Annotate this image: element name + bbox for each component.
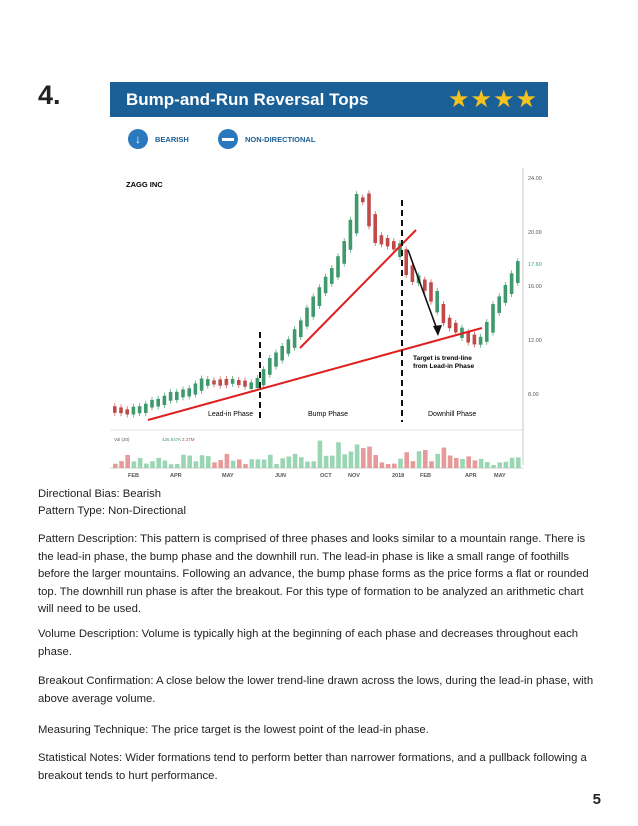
month-label: FEB xyxy=(128,473,139,479)
month-label: MAY xyxy=(494,473,506,479)
candle-body xyxy=(342,241,346,264)
candle-body xyxy=(318,287,322,306)
pattern-description: Pattern Description: This pattern is comprised of three phases and looks similar to a mountain range. There is the lead-in phase, the bump phase and the downhill run. The lead-in phase is like a small range of foothills before the larger mountains. Following an advance, the bump phase forms as the price forms a flat or rounded top. The downhill run phase is after the breakout. For this type of formation to be analyzed an arithmetic chart will need to be used. xyxy=(38,533,589,615)
candle-body xyxy=(181,389,185,397)
volume-bar xyxy=(311,461,316,468)
candle-body xyxy=(336,256,340,277)
candle-body xyxy=(169,392,173,401)
candle-body xyxy=(138,406,142,413)
bias-label: BEARISH xyxy=(155,134,189,144)
volume-bar xyxy=(274,464,279,468)
candle-body xyxy=(206,379,210,386)
volume-value: 426.647K xyxy=(162,437,182,442)
month-label: NOV xyxy=(348,473,360,479)
price-tick: 20.00 xyxy=(528,230,542,236)
candle-body xyxy=(125,409,129,414)
volume-bar xyxy=(280,458,285,468)
candle-body xyxy=(249,382,253,389)
candle-body xyxy=(113,406,117,412)
ticker-label: ZAGG INC xyxy=(126,180,163,189)
candle-body xyxy=(392,241,396,249)
candle-body xyxy=(386,238,390,246)
volume-bar xyxy=(187,456,192,468)
candle-body xyxy=(367,193,371,226)
volume-bar xyxy=(305,462,310,468)
candle-body xyxy=(448,318,452,328)
month-label: MAY xyxy=(222,473,234,479)
volume-bar xyxy=(423,450,428,468)
volume-bar xyxy=(138,458,143,468)
measuring-technique: Measuring Technique: The price target is the lowest point of the lead-in phase. xyxy=(38,724,429,736)
candle-body xyxy=(237,380,241,385)
volume-bar xyxy=(330,456,335,468)
month-label: APR xyxy=(170,473,182,479)
volume-bar xyxy=(218,460,223,468)
candle-body xyxy=(497,296,501,313)
breakout-confirmation: Breakout Confirmation: A close below the lower trend-line drawn across the lows, during the lead-in phase, with above average volume. xyxy=(38,675,594,705)
volume-bar xyxy=(336,442,341,468)
volume-description: Volume Description: Volume is typically high at the beginning of each phase and decreases throughout each phase. xyxy=(38,628,579,658)
candle-body xyxy=(175,392,179,400)
rating-stars: ★★★★ xyxy=(447,86,538,113)
candle-body xyxy=(163,396,167,405)
volume-bar xyxy=(380,462,385,468)
candle-body xyxy=(287,339,291,353)
candle-body xyxy=(212,380,216,384)
candle-body xyxy=(299,320,303,337)
volume-bar xyxy=(417,451,422,468)
candle-body xyxy=(200,378,204,390)
volume-bar xyxy=(349,452,354,468)
volume-bar xyxy=(411,461,416,468)
volume-bar xyxy=(175,464,180,468)
volume-bar xyxy=(262,460,267,468)
candle-body xyxy=(429,282,433,301)
volume-bar xyxy=(429,461,434,468)
statistical-notes: Statistical Notes: Wider formations tend to perform better than narrower formations, and a pullback following a breakout tends to hurt performance. xyxy=(38,752,587,782)
volume-value: 3.37M xyxy=(182,437,195,442)
month-label: 2018 xyxy=(392,473,405,479)
candle-body xyxy=(361,197,365,202)
volume-bar xyxy=(442,448,447,468)
pattern-title: Bump-and-Run Reversal Tops xyxy=(126,90,369,109)
candle-body xyxy=(280,346,284,360)
volume-bar xyxy=(516,457,521,468)
candle-body xyxy=(231,379,235,384)
price-chart xyxy=(110,160,548,480)
volume-bar xyxy=(256,459,261,468)
candle-body xyxy=(349,220,353,250)
volume-bar xyxy=(367,447,372,468)
month-label: JUN xyxy=(275,473,287,479)
candle-body xyxy=(194,383,198,394)
volume-bar xyxy=(249,459,254,468)
candle-body xyxy=(504,285,508,303)
candle-body xyxy=(293,329,297,348)
month-label: FEB xyxy=(420,473,431,479)
neutral-bar-icon xyxy=(218,129,238,149)
candle-body xyxy=(150,400,154,408)
volume-bar xyxy=(163,461,168,468)
volume-bar xyxy=(132,461,137,468)
candle-body xyxy=(243,381,247,387)
volume-bar xyxy=(113,464,118,468)
price-tick: 24.00 xyxy=(528,176,542,182)
volume-bar xyxy=(206,456,211,468)
volume-bar xyxy=(404,452,409,468)
candle-body xyxy=(187,388,191,396)
pattern-tags xyxy=(110,125,548,159)
volume-bar xyxy=(299,457,304,468)
pattern-type: Pattern Type: Non-Directional xyxy=(38,505,186,517)
volume-bar xyxy=(386,464,391,468)
volume-bar xyxy=(485,462,490,468)
volume-bar xyxy=(491,465,496,468)
directional-bias: Directional Bias: Bearish xyxy=(38,488,162,500)
candle-body xyxy=(156,399,160,407)
volume-bar xyxy=(448,455,453,468)
candle-body xyxy=(311,297,315,317)
candle-body xyxy=(225,379,229,385)
volume-bar xyxy=(225,454,230,468)
candle-body xyxy=(268,358,272,375)
candle-body xyxy=(485,322,489,342)
volume-bar xyxy=(181,455,186,468)
candle-body xyxy=(479,337,483,345)
volume-bar xyxy=(144,464,149,468)
volume-bar xyxy=(473,460,478,468)
target-annotation: Target is trend-line xyxy=(413,355,472,362)
volume-bar xyxy=(237,459,242,468)
candle-body xyxy=(380,235,384,244)
candle-body xyxy=(466,332,470,342)
volume-bar xyxy=(293,454,298,468)
volume-bar xyxy=(355,445,360,468)
candle-body xyxy=(274,352,278,366)
price-tick: 12.00 xyxy=(528,338,542,344)
phase-label: Bump Phase xyxy=(308,411,349,418)
candle-body xyxy=(423,279,427,290)
candle-body xyxy=(404,249,408,275)
type-tag xyxy=(218,129,315,149)
volume-bar xyxy=(287,457,292,468)
candle-body xyxy=(262,369,266,385)
month-label: OCT xyxy=(320,473,332,479)
month-label: APR xyxy=(465,473,477,479)
candle-body xyxy=(132,407,136,415)
volume-bar xyxy=(212,462,217,468)
price-tick: 8.00 xyxy=(528,392,539,398)
candle-body xyxy=(454,323,458,333)
candle-body xyxy=(305,308,309,327)
phase-label: Lead-in Phase xyxy=(208,411,254,418)
volume-bar xyxy=(324,456,329,468)
volume-bar xyxy=(398,459,403,468)
volume-bar xyxy=(194,461,199,468)
volume-bar xyxy=(268,455,273,468)
page-number: 5 xyxy=(592,791,601,808)
volume-bar xyxy=(479,459,484,468)
volume-bar xyxy=(504,462,509,468)
volume-bar xyxy=(318,441,323,468)
candle-body xyxy=(491,304,495,333)
bias-tag xyxy=(128,129,189,149)
volume-label: Vol (20) xyxy=(114,437,130,442)
candle-body xyxy=(373,214,377,243)
candle-body xyxy=(144,404,148,413)
candle-body xyxy=(355,194,359,233)
volume-bar xyxy=(435,454,440,468)
candle-body xyxy=(330,268,334,284)
candle-body xyxy=(473,335,477,345)
volume-bar xyxy=(497,463,502,468)
phase-label: Downhill Phase xyxy=(428,411,477,418)
price-tick: 16.00 xyxy=(528,284,542,290)
volume-bar xyxy=(119,461,124,468)
candle-body xyxy=(516,261,520,283)
volume-bar xyxy=(361,448,366,468)
type-label: NON-DIRECTIONAL xyxy=(245,134,316,144)
volume-bar xyxy=(510,458,515,468)
candle-body xyxy=(218,379,222,385)
volume-bar xyxy=(466,456,471,468)
candle-body xyxy=(411,265,415,282)
volume-bar xyxy=(243,464,248,468)
volume-bar xyxy=(373,455,378,468)
section-number: 4. xyxy=(38,80,61,110)
candle-body xyxy=(510,273,514,294)
volume-bar xyxy=(342,454,347,468)
candle-body xyxy=(324,277,328,293)
volume-bar xyxy=(460,459,465,468)
candle-body xyxy=(442,304,446,323)
volume-bar xyxy=(200,455,205,468)
volume-bar xyxy=(392,464,397,468)
candle-body xyxy=(119,407,123,413)
volume-bar xyxy=(231,461,236,468)
price-tick: 17.60 xyxy=(528,262,542,268)
volume-bar xyxy=(150,461,155,468)
volume-bar xyxy=(125,455,130,468)
pattern-banner xyxy=(110,82,548,117)
candle-body xyxy=(256,378,260,388)
volume-bar xyxy=(156,458,161,468)
volume-bar xyxy=(169,464,174,468)
candle-body xyxy=(435,291,439,312)
target-annotation: from Lead-in Phase xyxy=(413,363,475,370)
down-arrow-icon: ↓ xyxy=(128,129,148,149)
volume-bar xyxy=(454,458,459,468)
